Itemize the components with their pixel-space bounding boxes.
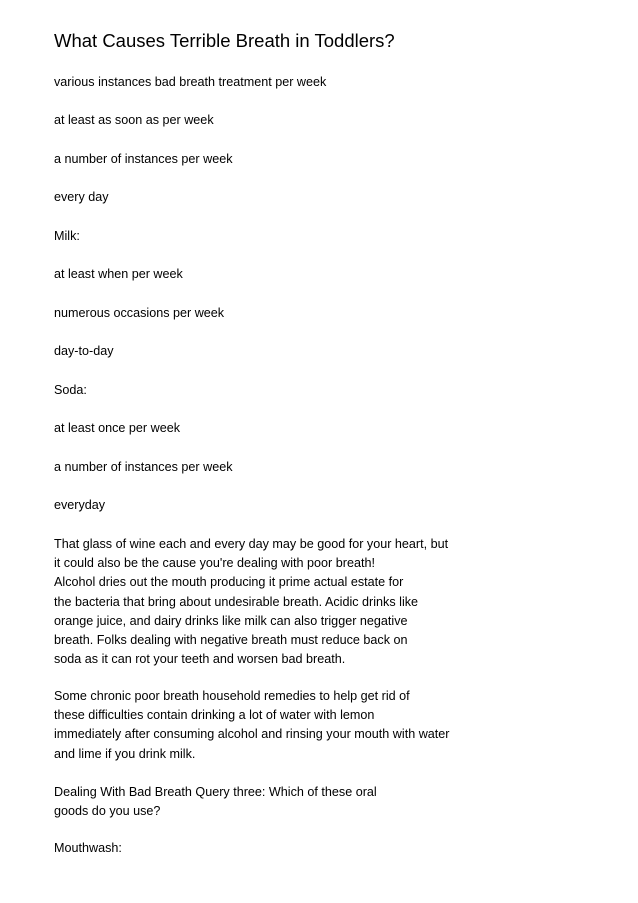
paragraph-line: goods do you use?: [54, 804, 161, 819]
paragraph-line: Some chronic poor breath household remedies to help get rid of: [54, 689, 410, 703]
text-line: a number of instances per week: [54, 152, 233, 166]
paragraph-query-three: [54, 783, 524, 821]
paragraph-line: orange juice, and dairy drinks like milk can also trigger negative: [54, 613, 408, 628]
page-title: What Causes Terrible Breath in Toddlers?: [54, 30, 395, 51]
paragraph-line: immediately after consuming alcohol and rinsing your mouth with water: [54, 727, 450, 742]
text-line: a number of instances per week: [54, 460, 233, 474]
paragraph-line: the bacteria that bring about undesirable breath. Acidic drinks like: [54, 594, 419, 609]
section-label-soda: Soda:: [54, 383, 87, 397]
paragraph-remedies: [54, 687, 524, 764]
paragraph-line: Alcohol dries out the mouth producing it prime actual estate for: [54, 575, 404, 590]
section-label-milk: Milk:: [54, 229, 80, 243]
text-line: numerous occasions per week: [54, 306, 225, 320]
paragraph-line: Dealing With Bad Breath Query three: Which of these oral: [54, 785, 377, 799]
text-line: every day: [54, 190, 109, 204]
text-line: day-to-day: [54, 344, 114, 358]
paragraph-alcohol: [54, 535, 524, 669]
section-label-mouthwash: Mouthwash:: [54, 841, 122, 855]
text-line: everyday: [54, 498, 106, 512]
text-line: various instances bad breath treatment per week: [54, 75, 327, 89]
text-line: at least as soon as per week: [54, 113, 214, 127]
text-line: at least once per week: [54, 421, 181, 435]
paragraph-line: That glass of wine each and every day may be good for your heart, but: [54, 537, 449, 551]
paragraph-line: breath. Folks dealing with negative breath must reduce back on: [54, 632, 408, 647]
paragraph-line: soda as it can rot your teeth and worsen bad breath.: [54, 652, 346, 667]
text-line: at least when per week: [54, 267, 183, 281]
paragraph-line: and lime if you drink milk.: [54, 746, 196, 761]
paragraph-line: it could also be the cause you're dealing with poor breath!: [54, 556, 375, 571]
paragraph-line: these difficulties contain drinking a lot of water with lemon: [54, 708, 375, 723]
